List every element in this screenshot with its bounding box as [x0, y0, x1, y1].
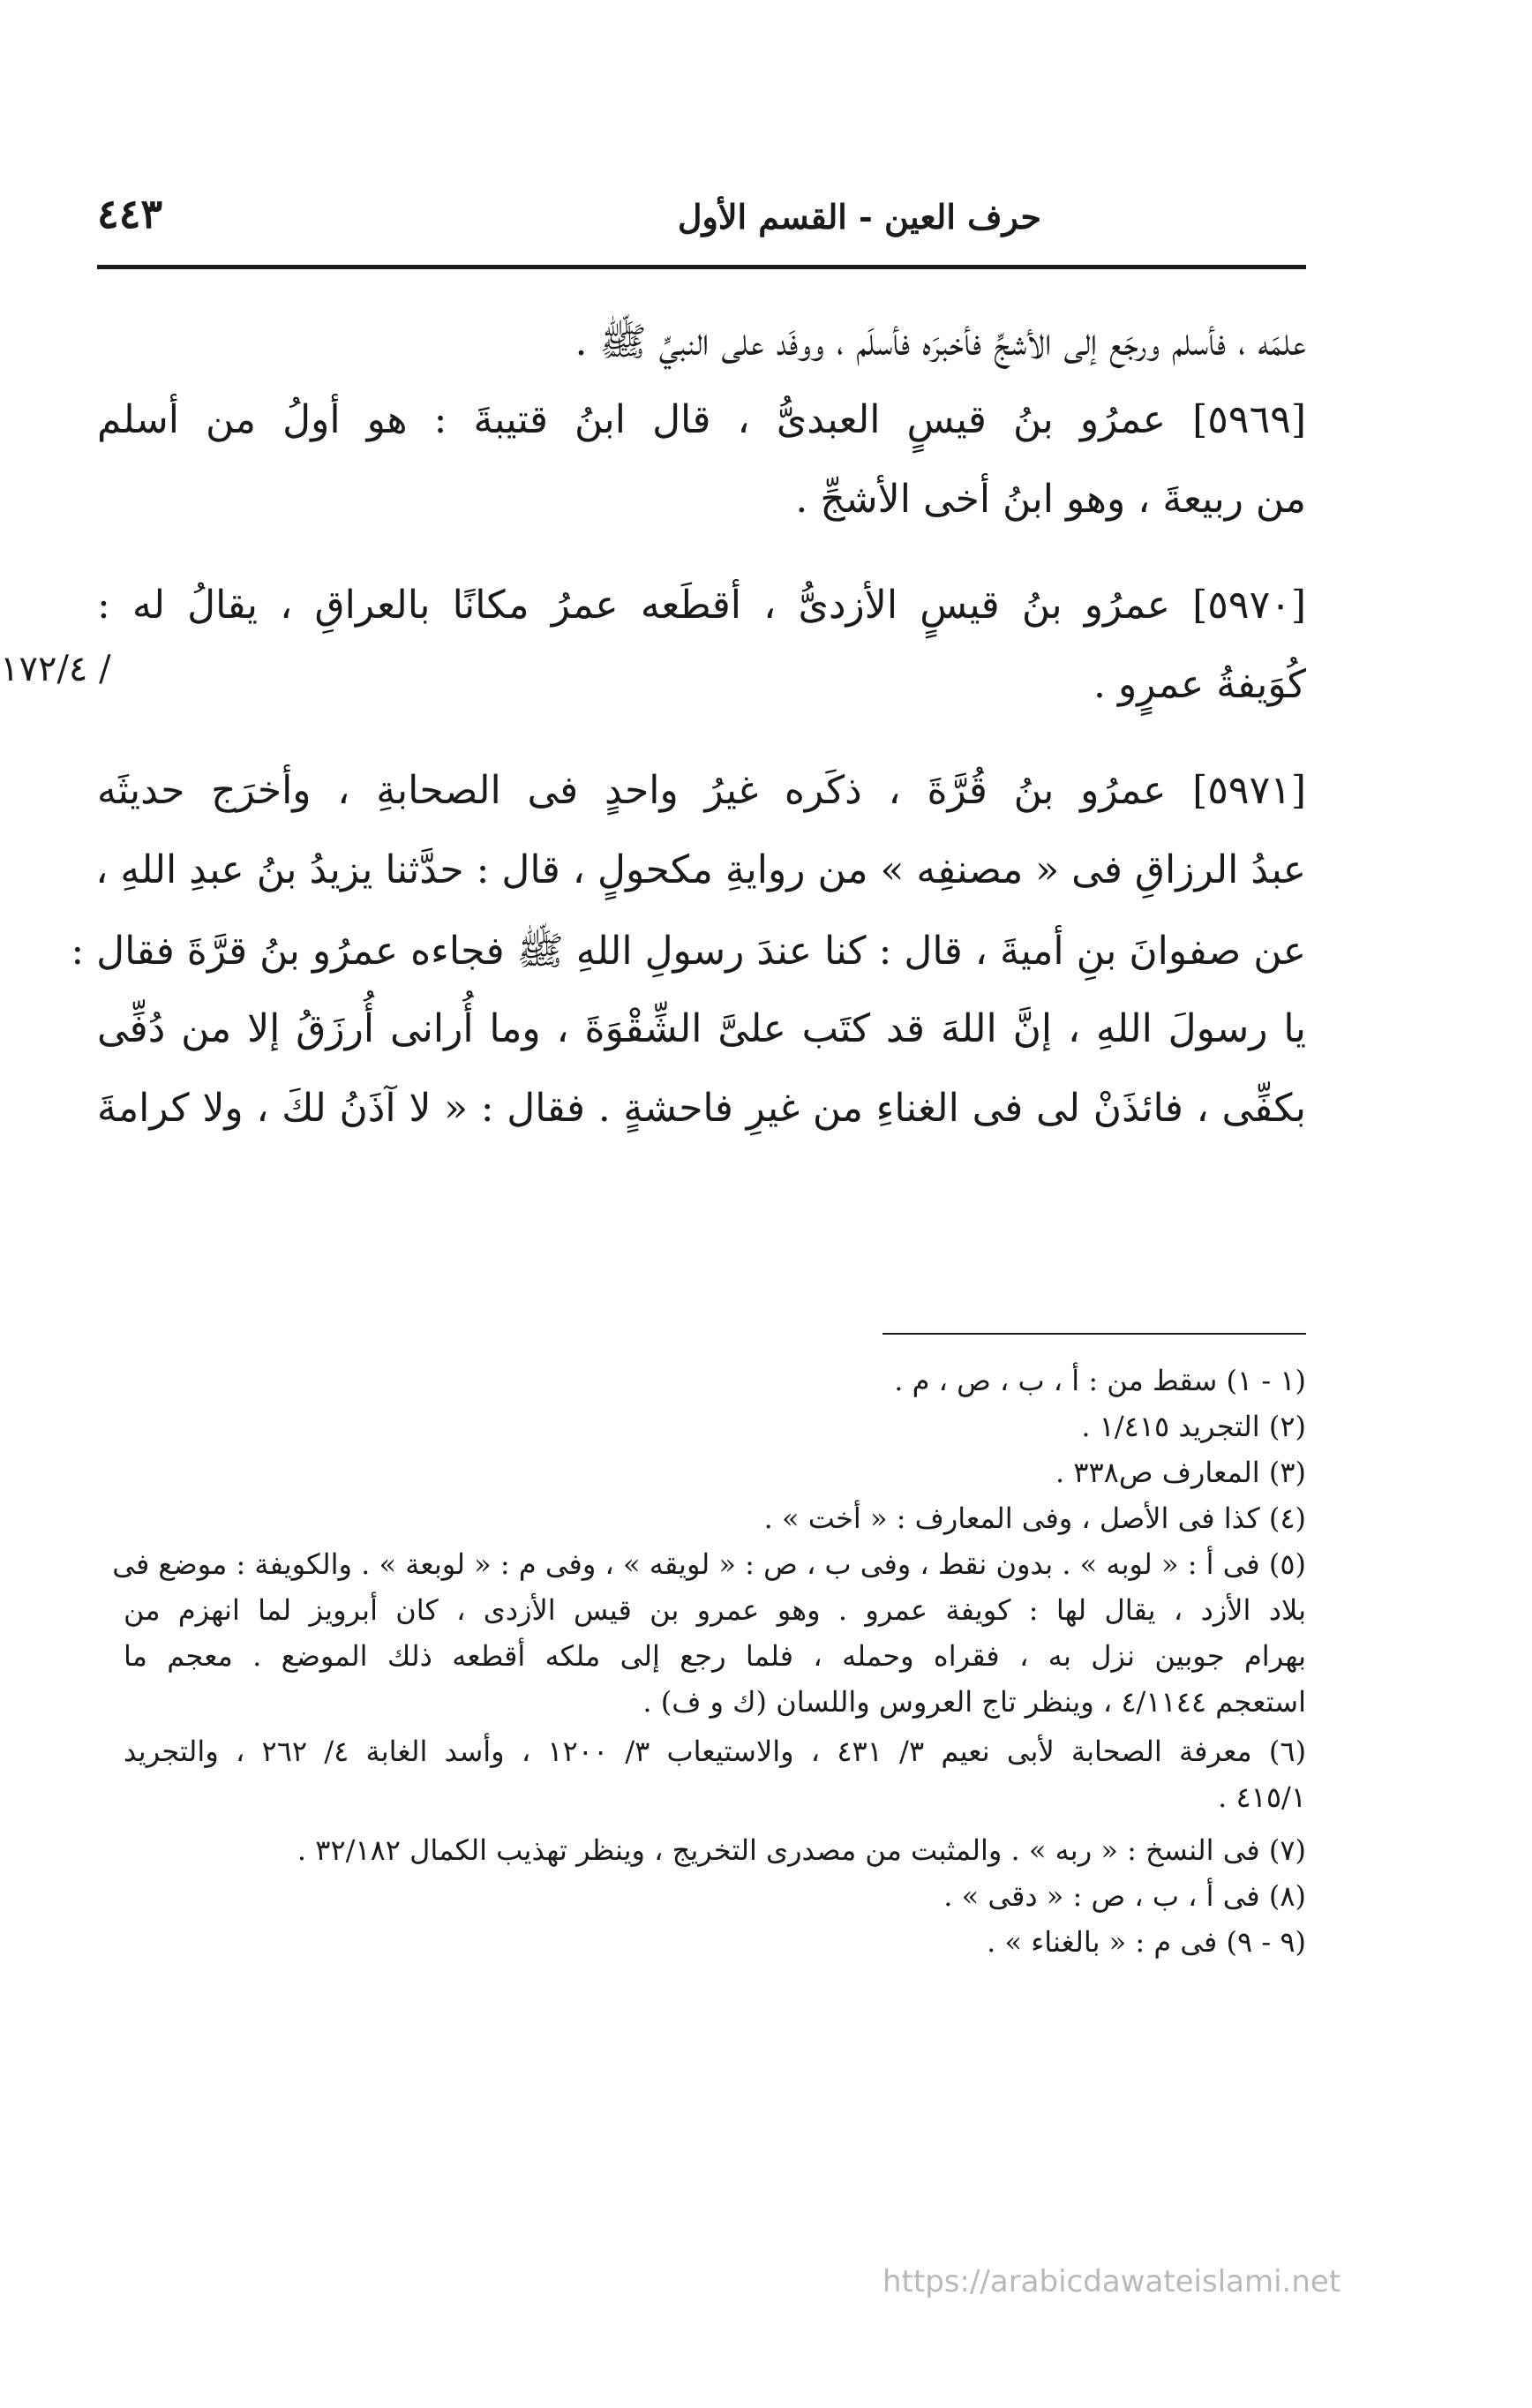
footnote: (٨) فى أ ، ب ، ص : « دقى » .	[943, 1879, 1306, 1913]
entry-5970-line: [٥٩٧٠] عمرُو بنُ قيسٍ الأزدىُّ ، أقطَعه عمرُ مكانًا بالعراقِ ، يقالُ له :	[97, 583, 1306, 628]
entry-5971-line: [٥٩٧١] عمرُو بنُ قُرَّةَ ، ذكَره غيرُ واحدٍ فى الصحابةِ ، وأخرَج حديثَه	[97, 768, 1306, 813]
footnote: (٣) المعارف ص٣٣٨ .	[1055, 1456, 1306, 1489]
text-line: يا رسولَ اللهِ ، إنَّ اللهَ قد كتَب علىَّ الشِّقْوَةَ ، وما أُرانى أُرزَقُ إلا من دُفِّى	[97, 1006, 1306, 1051]
text-line: بكفِّى ، فائذَنْ لى فى الغناءِ من غيرِ فاحشةٍ . فقال : « لا آذَنُ لكَ ، ولا كرامةَ	[97, 1086, 1306, 1131]
entry-5969-line: [٥٩٦٩] عمرُو بنُ قيسٍ العبدىُّ ، قال ابنُ قتيبةَ : هو أولُ من أسلم	[97, 397, 1306, 442]
footnote: (٢) التجريد ١/٤١٥ .	[1081, 1410, 1306, 1443]
text-line: عن صفوانَ بنِ أميةَ ، قال : كنا عندَ رسولِ اللهِ ﷺ فجاءه عمرُو بنُ قرَّةَ فقال :	[71, 929, 1306, 974]
footnote-continuation: بهرام جوبين نزل به ، فقراه وحمله ، فلما رجع إلى ملكه أقطعه ذلك الموضع . معجم ما	[124, 1639, 1306, 1673]
footnote: (٧) فى النسخ : « ربه » . والمثبت من مصدرى التخريج ، وينظر تهذيب الكمال ٣٢/١٨٢ .	[297, 1833, 1306, 1867]
watermark-url: https://arabicdawateislami.net	[882, 2264, 1341, 2299]
footnote-rule	[882, 1333, 1306, 1335]
page-header	[97, 181, 1306, 243]
page-number: ٤٤٣	[97, 190, 163, 237]
footnote: (٥) فى أ : « لوبه » . بدون نقط ، وفى ب ، ص : « لويقه » ، وفى م : « لوبعة » . والكويفة : موضع فى	[112, 1547, 1306, 1581]
footnote: (٤) كذا فى الأصل ، وفى المعارف : « أخت » .	[763, 1501, 1306, 1535]
text-line: عبدُ الرزاقِ فى « مصنفِه » من روايةِ مكحولٍ ، قال : حدَّثنا يزيدُ بنُ عبدِ اللهِ ،	[95, 847, 1306, 892]
footnote-continuation: بلاد الأزد ، يقال لها : كويفة عمرو . وهو عمرو بن قيس الأزدى ، كان أبرويز لما انهزم من	[124, 1593, 1307, 1627]
footnote-continuation: استعجم ٤/١١٤٤ ، وينظر تاج العروس واللسان (ك و ف) .	[642, 1685, 1306, 1719]
footnote: (٩ - ٩) فى م : « بالغناء » .	[987, 1925, 1306, 1959]
margin-reference: / ١٧٢/٤	[0, 649, 111, 689]
header-rule	[97, 265, 1306, 269]
footnote: (١ - ١) سقط من : أ ، ب ، ص ، م .	[894, 1364, 1306, 1397]
text-line: علمَه ، فأسلم ورجَع إلى الأشجِّ فأخبرَه فأسلَم ، ووفَد على النبيِّ ﷺ .	[574, 320, 1306, 365]
text-line: من ربيعةَ ، وهو ابنُ أخى الأشجِّ .	[795, 477, 1306, 522]
text-line: كُوَيفةُ عمرٍو .	[1093, 662, 1306, 707]
running-title: حرف العين - القسم الأول	[677, 197, 1041, 237]
footnote-continuation: ٤١٥/١ .	[1218, 1780, 1306, 1814]
footnote: (٦) معرفة الصحابة لأبى نعيم ٣/ ٤٣١ ، والاستيعاب ٣/ ١٢٠٠ ، وأسد الغابة ٤/ ٢٦٢ ، والتجريد	[124, 1735, 1307, 1768]
